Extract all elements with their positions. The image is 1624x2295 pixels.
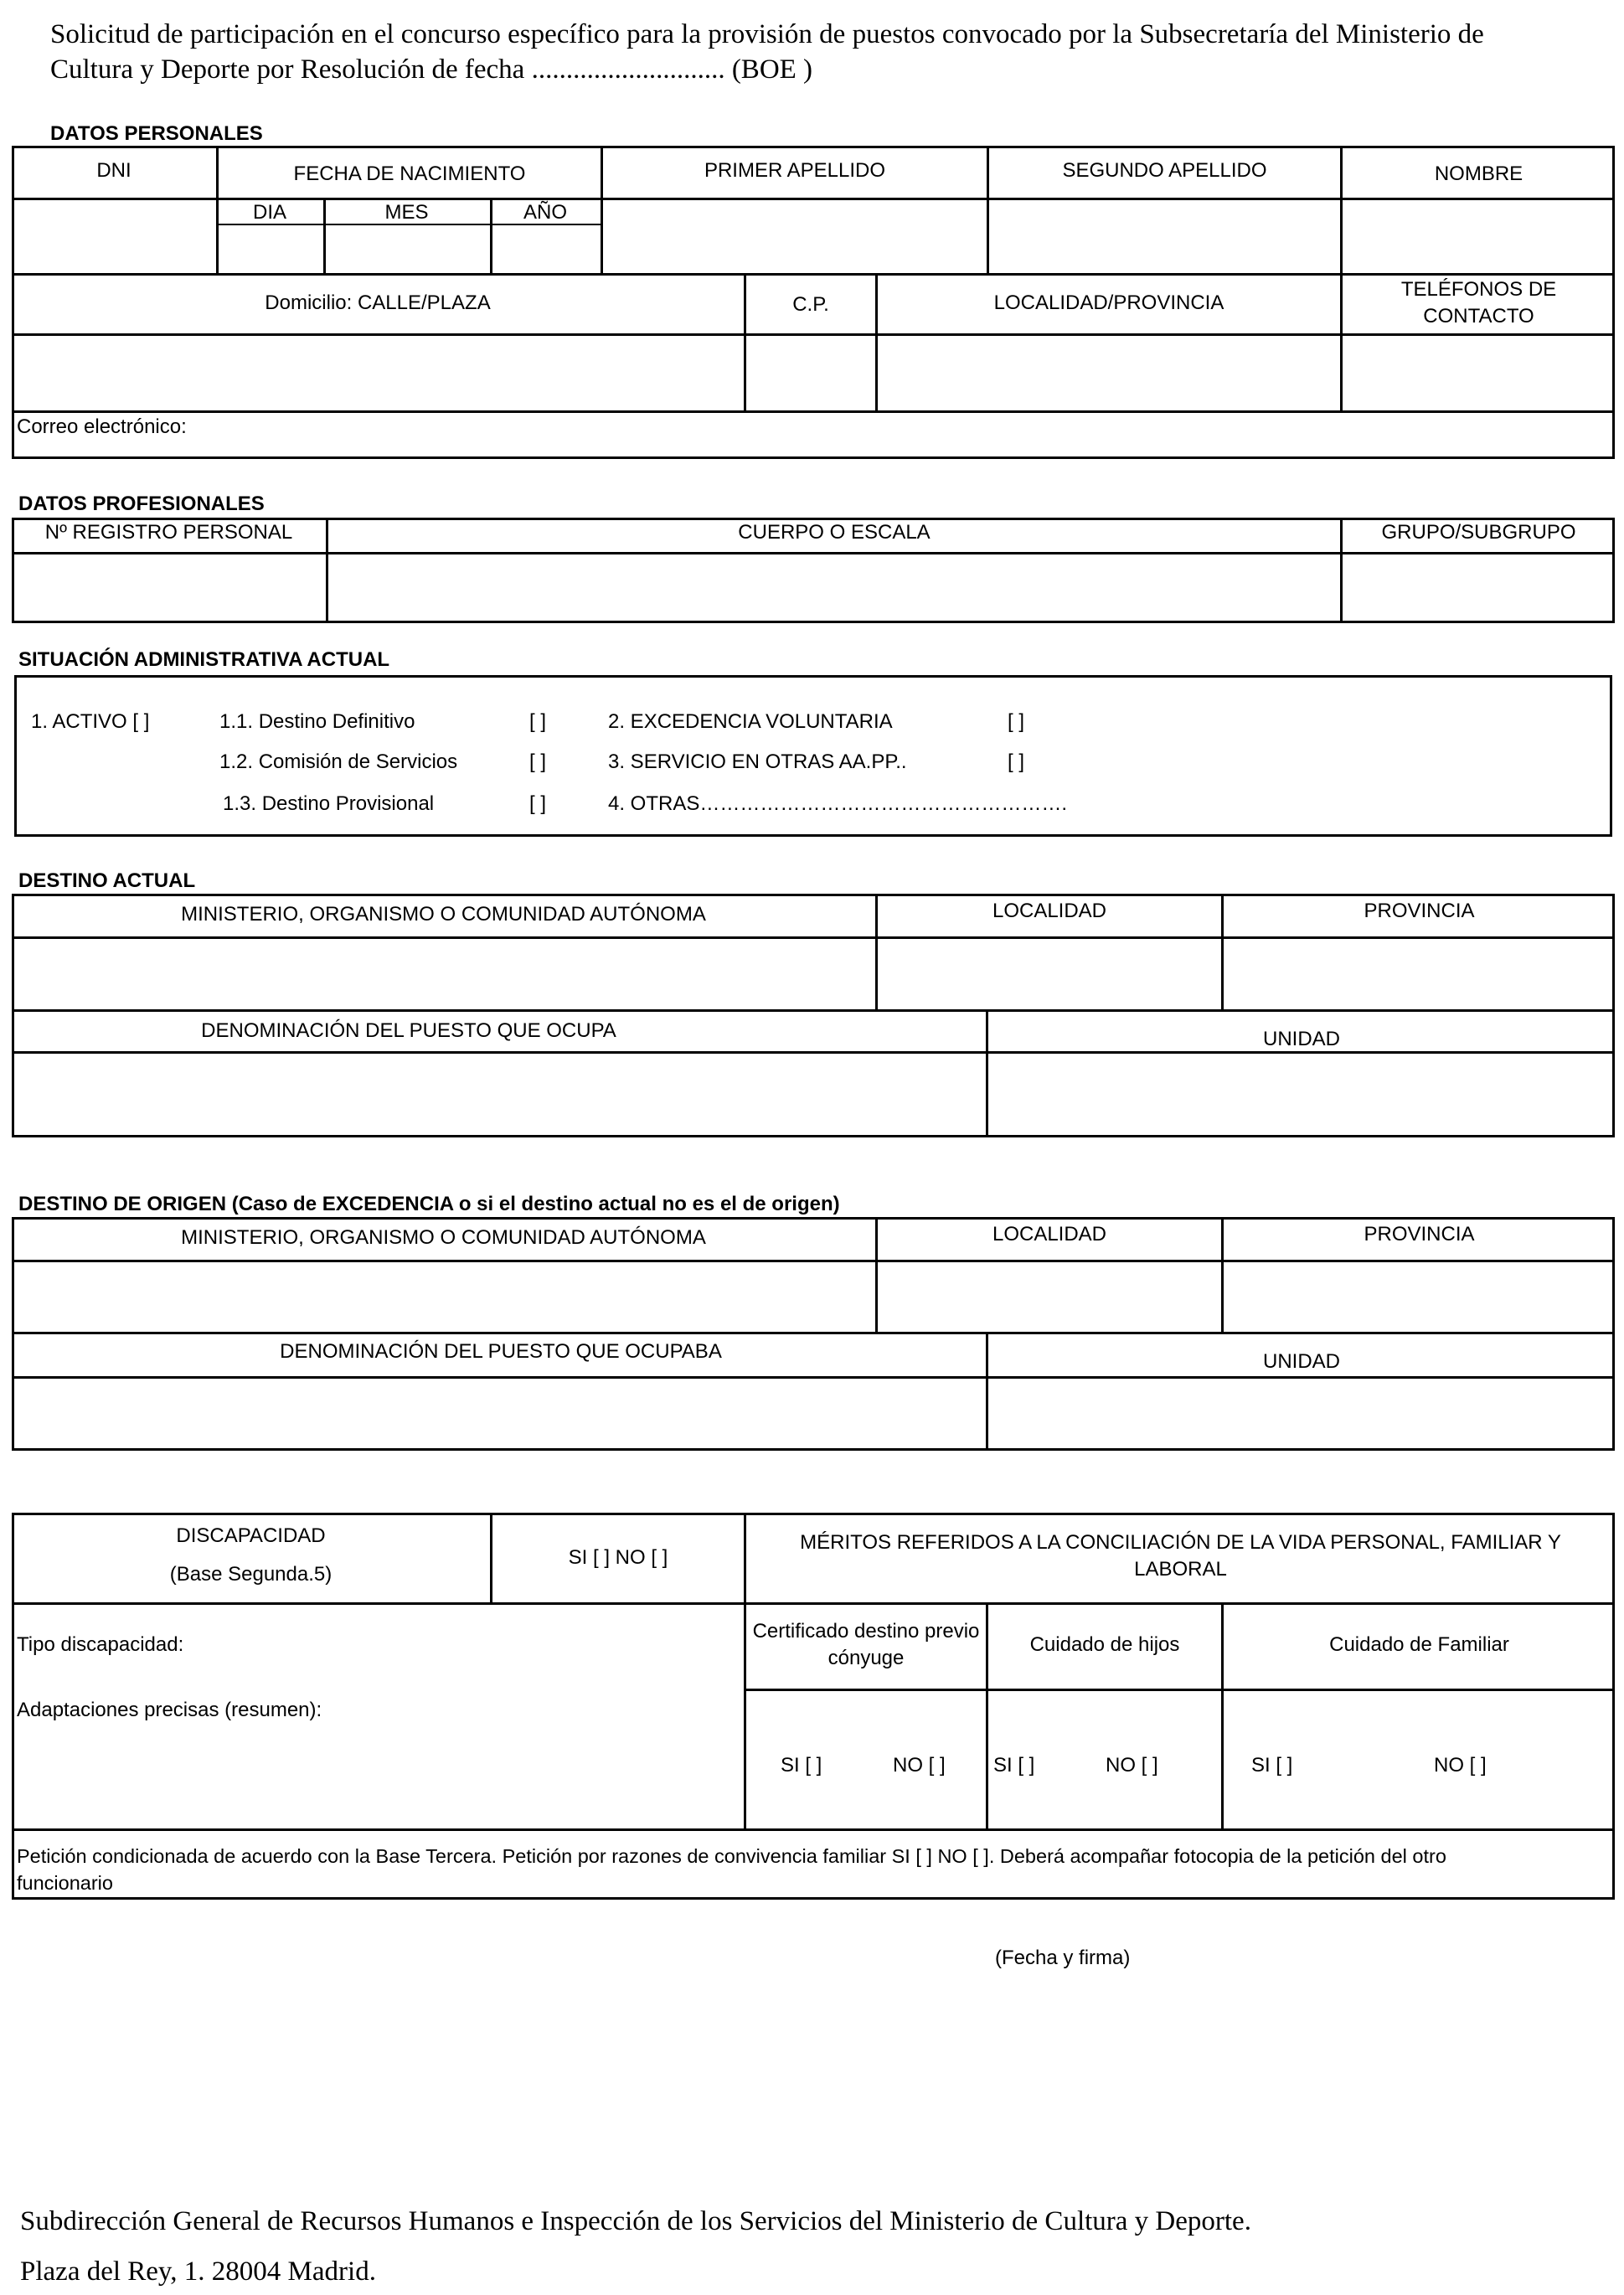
second-surname-field[interactable] [989,200,1340,273]
footer-address-line-1: Subdirección General de Recursos Humanos e Inspección de los Servicios del Ministerio de Cultura y Deporte. [20,2206,1251,2236]
voluntary-leave-checkbox[interactable]: [ ] [1008,710,1025,733]
locality-province-label: LOCALIDAD/PROVINCIA [993,291,1224,314]
current-ministry-label: MINISTERIO, ORGANISMO O COMUNIDAD AUTÓNOMA [181,903,706,926]
current-post-name-field[interactable] [14,1054,986,1135]
definitive-post-checkbox[interactable]: [ ] [529,710,547,733]
service-commission-checkbox[interactable]: [ ] [529,750,547,773]
current-unit-label: UNIDAD [1262,1028,1340,1050]
body-scale-label: CUERPO O ESCALA [738,521,931,544]
section-title-professional: DATOS PROFESIONALES [18,493,265,515]
current-locality-field[interactable] [878,939,1221,1009]
form-title-line-1: Solicitud de participación en el concurso específico para la provisión de puestos convocado por la Subsecretaría del Ministerio de [50,19,1484,49]
section-title-situation: SITUACIÓN ADMINISTRATIVA ACTUAL [18,648,390,671]
group-field[interactable] [1343,554,1612,621]
other-situation-field[interactable]: 4. OTRAS………………………………………………. [608,792,1068,815]
adaptations-field[interactable] [14,1725,744,1826]
address-label: Domicilio: CALLE/PLAZA [265,291,491,314]
provisional-post-checkbox[interactable]: [ ] [529,792,547,815]
phones-field[interactable] [1343,336,1612,410]
phones-label-line-2: CONTACTO [1423,305,1534,327]
active-option[interactable]: 1. ACTIVO [ ] [31,710,150,733]
origin-ministry-field[interactable] [14,1262,875,1332]
postal-code-label: C.P. [792,293,829,316]
service-commission-label: 1.2. Comisión de Servicios [219,750,458,773]
merits-label-line-2: LABORAL [1134,1558,1227,1581]
email-field[interactable] [201,413,1612,456]
dni-label: DNI [96,159,131,182]
other-admin-service-label: 3. SERVICIO EN OTRAS AA.PP.. [608,750,907,773]
voluntary-leave-label: 2. EXCEDENCIA VOLUNTARIA [608,710,893,733]
month-label: MES [384,201,429,224]
name-field[interactable] [1343,200,1612,273]
current-post-name-label: DENOMINACIÓN DEL PUESTO QUE OCUPA [201,1019,616,1042]
signature-area[interactable] [838,1977,1424,2144]
adaptations-label: Adaptaciones precisas (resumen): [17,1699,322,1721]
name-label: NOMBRE [1434,162,1523,185]
origin-post-name-label: DENOMINACIÓN DEL PUESTO QUE OCUPABA [280,1340,722,1363]
address-field[interactable] [14,336,744,410]
birth-date-label: FECHA DE NACIMIENTO [293,162,526,185]
origin-province-field[interactable] [1224,1262,1612,1332]
locality-province-field[interactable] [878,336,1340,410]
disability-yes-no[interactable]: SI [ ] NO [ ] [568,1546,668,1569]
origin-locality-field[interactable] [878,1262,1221,1332]
current-province-label: PROVINCIA [1364,900,1475,922]
disability-base-label: (Base Segunda.5) [169,1563,333,1586]
year-label: AÑO [523,201,567,224]
postal-code-field[interactable] [746,336,875,410]
spouse-certificate-label-line-1: Certificado destino previo [752,1620,980,1643]
spouse-certificate-no[interactable]: NO [ ] [893,1754,946,1777]
disability-label: DISCAPACIDAD [176,1524,326,1547]
footer-address-line-2: Plaza del Rey, 1. 28004 Madrid. [20,2256,376,2287]
conditional-request-text-line-2: funcionario [17,1872,113,1894]
spouse-certificate-yes[interactable]: SI [ ] [781,1754,822,1777]
current-ministry-field[interactable] [14,939,875,1009]
origin-unit-field[interactable] [988,1379,1612,1448]
section-title-current-post: DESTINO ACTUAL [18,869,196,892]
registry-field[interactable] [14,554,326,621]
date-signature-label: (Fecha y firma) [995,1947,1131,1969]
definitive-post-label: 1.1. Destino Definitivo [219,710,415,733]
origin-post-name-field[interactable] [14,1379,986,1448]
origin-locality-label: LOCALIDAD [992,1223,1107,1245]
birth-month-field[interactable] [326,225,490,273]
family-care-no[interactable]: NO [ ] [1434,1754,1487,1777]
disability-type-label: Tipo discapacidad: [17,1633,184,1656]
current-unit-field[interactable] [988,1054,1612,1135]
form-title-line-2: Cultura y Deporte por Resolución de fecha ............................ (BOE ) [50,54,813,85]
first-surname-field[interactable] [603,200,987,273]
child-care-no[interactable]: NO [ ] [1106,1754,1158,1777]
body-scale-field[interactable] [328,554,1340,621]
child-care-yes[interactable]: SI [ ] [993,1754,1035,1777]
section-title-origin-post: DESTINO DE ORIGEN (Caso de EXCEDENCIA o si el destino actual no es el de origen) [18,1193,840,1215]
child-care-label: Cuidado de hijos [1029,1633,1180,1656]
spouse-certificate-label-line-2: cónyuge [827,1647,905,1669]
current-locality-label: LOCALIDAD [992,900,1107,922]
conditional-request-text-line-1: Petición condicionada de acuerdo con la Base Tercera. Petición por razones de convivencia familiar SI [ ] NO [ ]. Deberá acompañar fotocopia de la petición del otro [17,1845,1446,1867]
registry-label: Nº REGISTRO PERSONAL [44,521,293,544]
origin-unit-label: UNIDAD [1262,1350,1340,1373]
origin-province-label: PROVINCIA [1364,1223,1475,1245]
family-care-yes[interactable]: SI [ ] [1251,1754,1293,1777]
second-surname-label: SEGUNDO APELLIDO [1062,159,1267,182]
current-province-field[interactable] [1224,939,1612,1009]
merits-label-line-1: MÉRITOS REFERIDOS A LA CONCILIACIÓN DE LA VIDA PERSONAL, FAMILIAR Y [800,1531,1561,1554]
first-surname-label: PRIMER APELLIDO [704,159,886,182]
phones-label-line-1: TELÉFONOS DE [1400,278,1557,301]
family-care-label: Cuidado de Familiar [1329,1633,1509,1656]
origin-ministry-label: MINISTERIO, ORGANISMO O COMUNIDAD AUTÓNOMA [181,1226,706,1249]
birth-year-field[interactable] [492,225,601,273]
birth-day-field[interactable] [219,225,323,273]
dni-field[interactable] [14,200,216,273]
email-label: Correo electrónico: [17,415,187,438]
group-label: GRUPO/SUBGRUPO [1381,521,1576,544]
section-title-personal: DATOS PERSONALES [50,122,263,145]
disability-type-field[interactable] [201,1617,737,1667]
day-label: DIA [252,201,286,224]
provisional-post-label: 1.3. Destino Provisional [223,792,435,815]
other-admin-service-checkbox[interactable]: [ ] [1008,750,1025,773]
